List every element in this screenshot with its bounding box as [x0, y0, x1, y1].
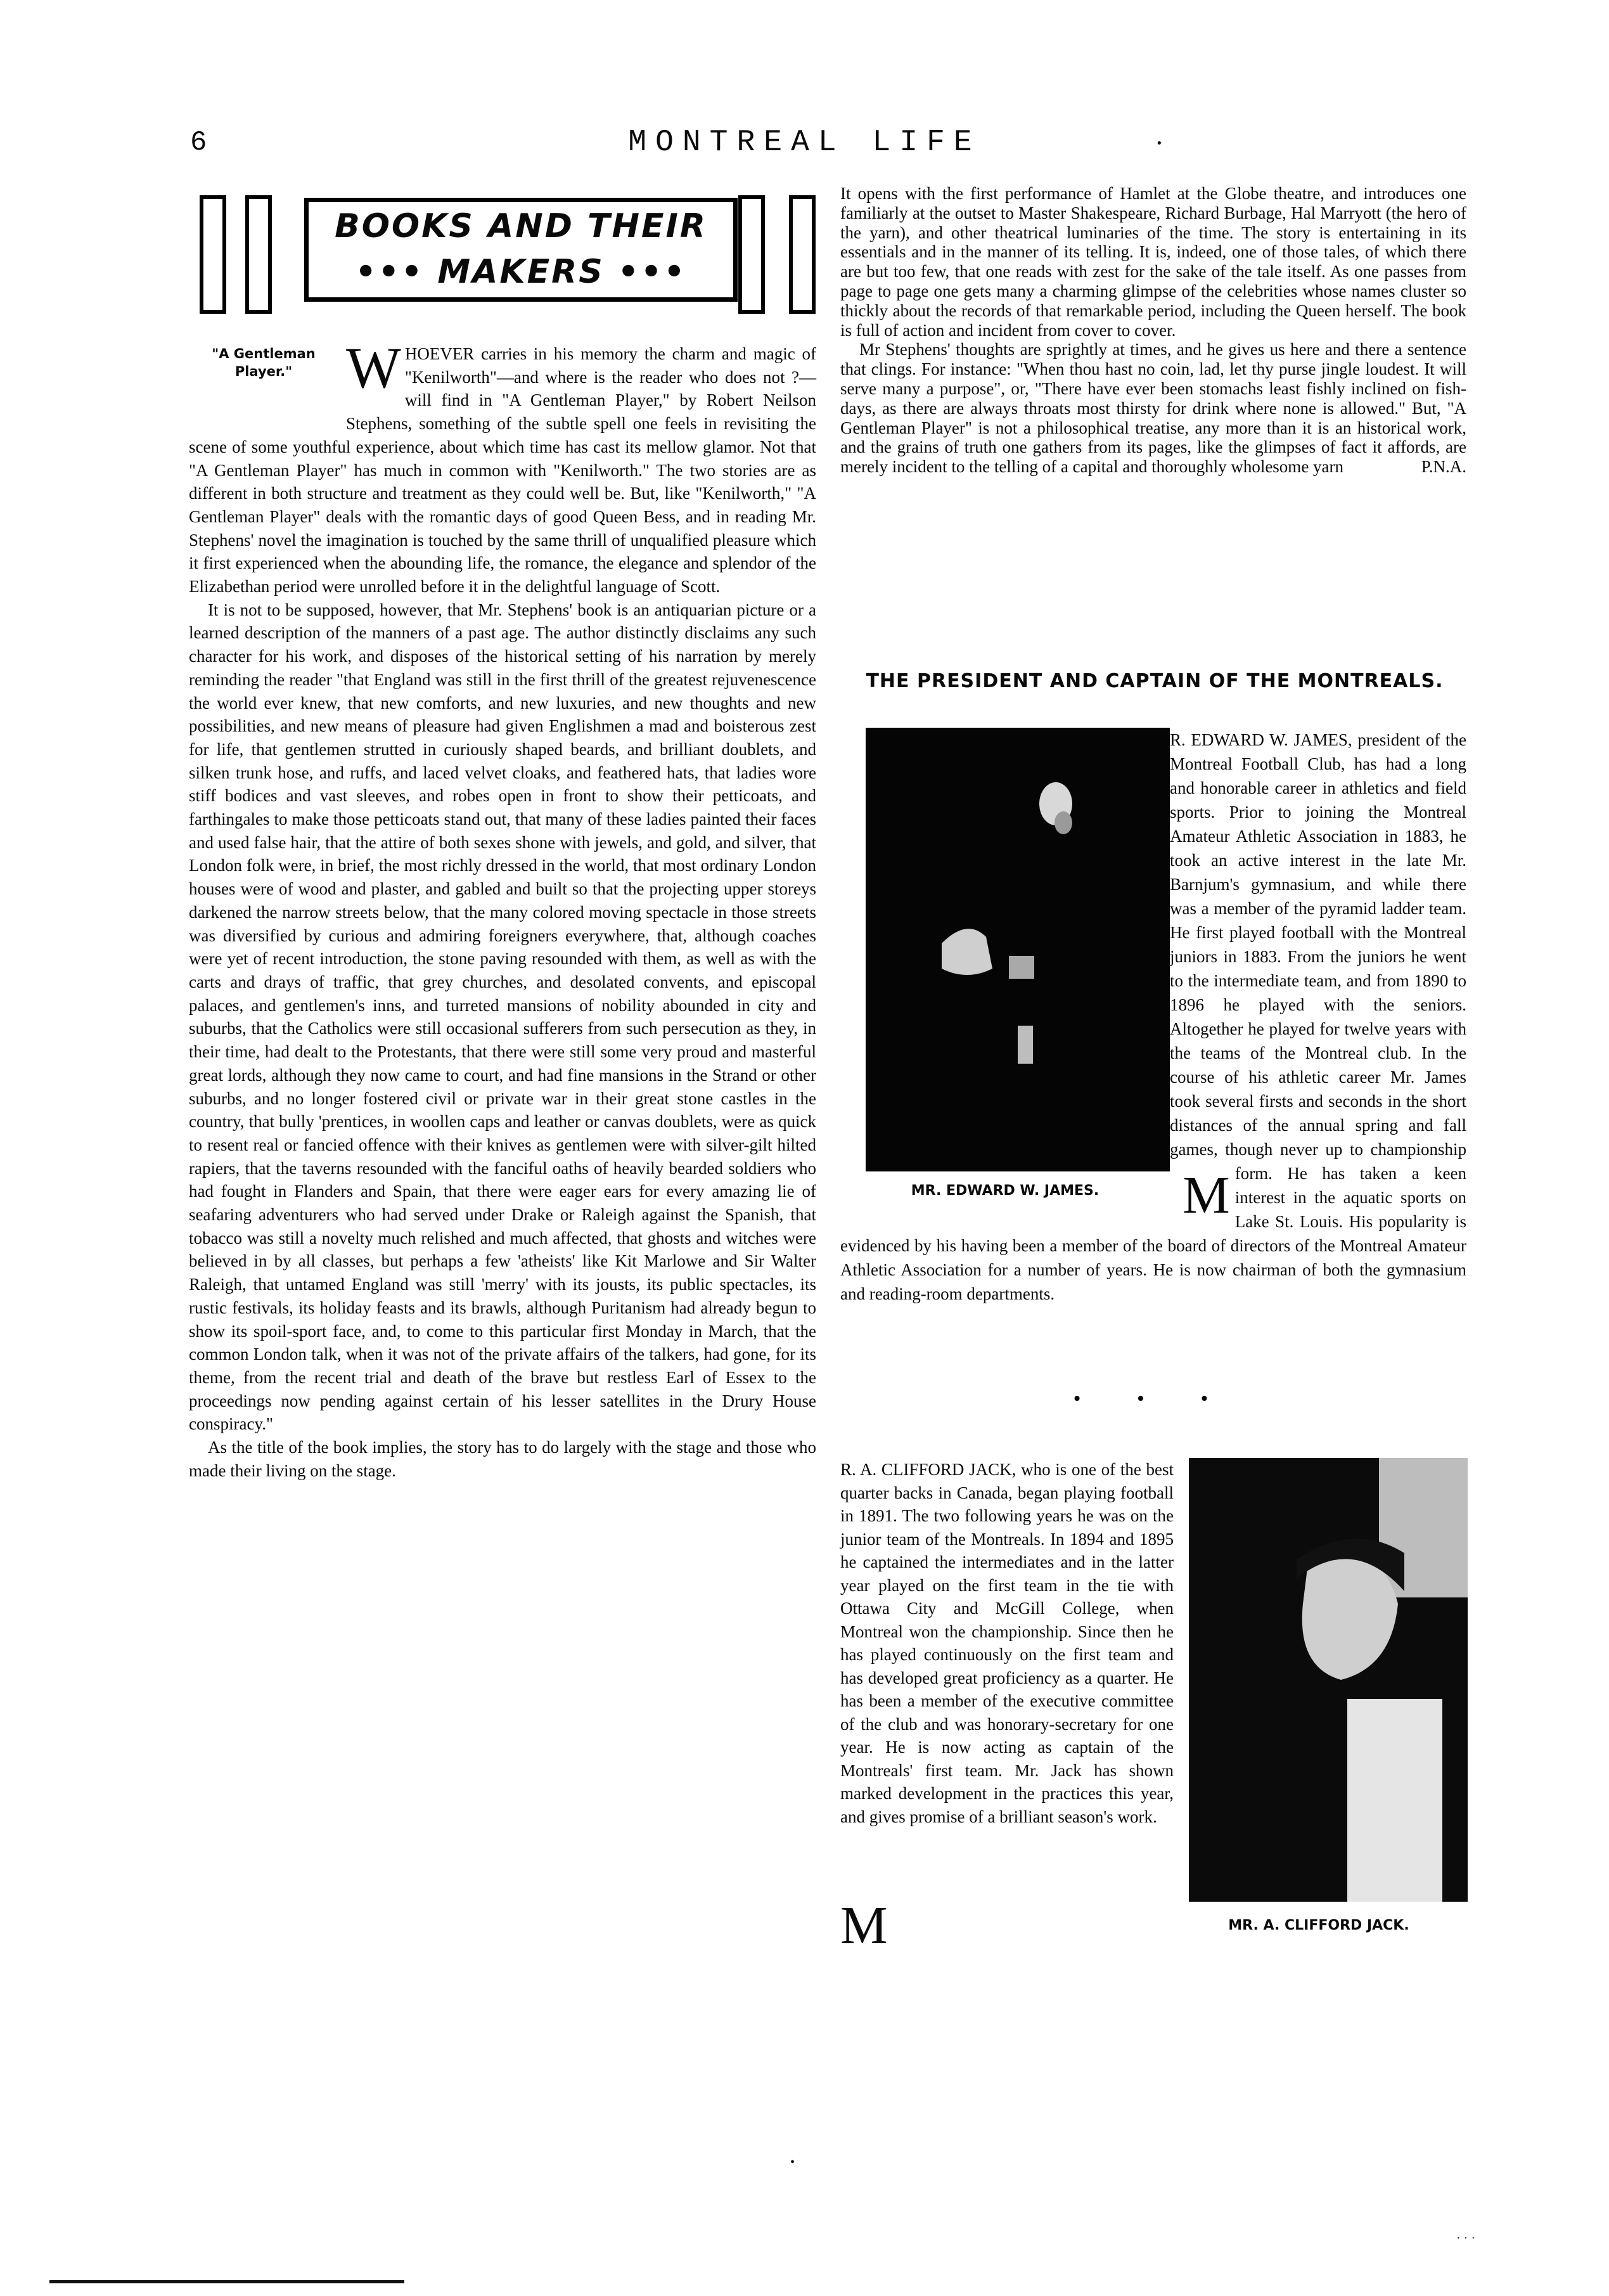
- review-sidenote: "A Gentleman Player.": [212, 346, 316, 379]
- book-review-column: [189, 335, 816, 1482]
- review-paragraph-3: As the title of the book implies, the story has to do largely with the stage and those who made their living on the stage.: [189, 1438, 816, 1480]
- jack-body: R. A. CLIFFORD JACK, who is one of the best quarter backs in Canada, began playing football in 1891. The two following years he was on the junior team of the Montreals. In 1894 and 1895 he captained the intermediates and in the latter year played on the first team in the tie with Ottawa City and McGill College, when Montreal won the championship. Since then he has played continuously on the first team and has developed great proficiency as a quarter. He has been a member of the executive committee of the club and was honorary-secretary for one year. He is now acting as captain of the Montreals' first team. Mr. Jack has shown marked development in the practices this year, and gives promise of a brilliant season's work.: [840, 1460, 1174, 1826]
- page-edge-mark: [49, 2280, 404, 2283]
- jack-photo: [1189, 1458, 1468, 1902]
- header-mark: ·: [1155, 127, 1164, 158]
- review-drop-cap: W: [346, 335, 401, 400]
- james-drop-cap: M: [1183, 1166, 1230, 1225]
- james-caption: MR. EDWARD W. JAMES.: [911, 1183, 1099, 1199]
- speck: · · ·: [1456, 2231, 1475, 2245]
- montreals-heading: THE PRESIDENT AND CAPTAIN OF THE MONTREALS.: [866, 670, 1444, 692]
- magazine-title: MONTREAL LIFE: [628, 126, 981, 160]
- review-paragraph-2: It is not to be supposed, however, that Mr. Stephens' book is an antiquarian picture or a learned description of the manners of a past age. The author distinctly disclaims any such character for his work, and disposes of the historical setting of his narration by merely reminding the reader "that England was still in the first thrill of the greatest rejuvenescence the world ever knew, that new comforts, and new luxuries, and new thoughts and new possibilities, and new means of pleasure had given Englishmen a mad and boisterous zest for life, that gentlemen strutted in curiously shaped beards, and brilliant doublets, and silken trunk hose, and ruffs, and laced velvet cloaks, and feathered hats, that ladies wore stiff bodices and vast sleeves, and robes open in front to show their petticoats, and farthingales to make those petticoats stand out, that many of these ladies painted their faces and used false hair, that the attire of both sexes shone with jewels, and gold, and silver, that London folk were, in brief, the most richly dressed in the world, that most ordinary London houses were of wood and plaster, and gabled and built so that the projecting upper storeys darkened the narrow streets below, that the many colored moving spectacle in those streets was diversified by curious and admiring foreigners everywhere, that, although coaches were yet of recent introduction, the stone paving resounded with them, as well as with the carts and drays of traffic, that grey churches, and desolated convents, and episcopal palaces, and gentlemen's inns, and turreted mansions of nobility abounded in city and suburbs, that the Catholics were still occasional sufferers from such persecution as they, in their time, had dealt to the Protestants, that there were still some very proud and masterful great lords, although they now came to court, and had fine mansions in the Strand or other suburbs, and no longer fostered civil or private war in their great stone castles in the country, that bully 'prentices, in woollen caps and leather or canvas doublets, were as quick to resent real or fancied offence with their knives as gentlemen were with silver-gilt hilted rapiers, that the taverns resounded with the fanciful oaths of heavily bearded soldiers who had fought in Flanders and Spain, that there were eager ears for every amazing lie of seafaring adventurers who had served under Drake or Raleigh against the Spanish, that tobacco was still a novelty much relished and much affected, that ghosts and witches were believed in by all classes, but perhaps a few 'atheists' like Kit Marlowe and Sir Walter Raleigh, that untamed England was still 'merry' with its jousts, its public spectacles, its rustic festivals, its holiday feasts and its brawls, although Puritanism had already begun to show its spoil-sport face, and, to come to this particular first Monday in March, that the common London talk, when it was not of the private affairs of the talkers, had gone, for its theme, from the recent trial and death of the brave but restless Earl of Essex to the proceedings now pending against certain of his lesser satellites in the Drury House conspiracy.": [189, 600, 816, 1434]
- jack-drop-cap: M: [840, 1896, 888, 1955]
- review-paragraph-4: It opens with the first performance of Hamlet at the Globe theatre, and introduces one familiarly at the outset to Master Shakespeare, Richard Burbage, Hal Marryott (the hero of the yarn), and other theatrical luminaries of the time. The story is entertaining in its essentials and in the manner of its telling. It is, indeed, one of those tales, of which there are but too few, that one reads with zest for the sake of the tale itself. As one passes from page to page one gets many a charming glimpse of the celebrities whose names cluster so thickly about the records of that remarkable period, including the Queen herself. The book is full of action and incident from cover to cover.: [840, 184, 1466, 340]
- speck: •: [790, 2155, 795, 2169]
- review-opening-text: HOEVER carries in his memory the charm and magic of "Kenilworth"—and where is the reader who does not ?—will find in "A Gentleman Player," by Robert Neilson Stephens, something of the subtle spell one feels in revisiting the scene of some youthful experience, about which time has cast its mellow glamor. Not that "A Gentleman Player" has much in common with "Kenilworth." The two stories are as different in both structure and treatment as they could well be. But, like "Kenilworth," "A Gentleman Player" deals with the romantic days of good Queen Bess, and in reading Mr. Stephens' novel the imagination is touched by the same thrill of unqualified pleasure which it first experienced when the abounding life, the romance, the elegance and splendor of the Elizabethan period were unrolled before it in the delightful language of Scott.: [189, 344, 816, 597]
- review-paragraph-5: [840, 340, 1466, 477]
- james-photo-figure: [866, 728, 1170, 1171]
- jack-caption: MR. A. CLIFFORD JACK.: [1228, 1918, 1409, 1933]
- jack-photo-figure: [1189, 1458, 1468, 1902]
- banner-left-post: [200, 195, 226, 314]
- james-body: R. EDWARD W. JAMES, president of the Montreal Football Club, has had a long and honorable career in athletics and field sports. Prior to joining the Montreal Amateur Athletic Association in 1883, he took an active interest in the late Mr. Barnjum's gymnasium, and while there was a member of the pyramid ladder team. He first played football with the Montreal juniors in 1883. From the juniors he went to the intermediate team, and from 1890 to 1896 he played with the seniors. Altogether he played for twelve years with the teams of the Montreal club. In the course of his athletic career Mr. James took several firsts and seconds in the short distances of the annual spring and fall games, though never up to championship form. He has taken a keen interest in the aquatic sports on Lake St. Louis. His popularity is evidenced by his having been a member of the board of directors of the Montreal Amateur Athletic Association for a number of years. He is now chairman of both the gymnasium and reading-room departments.: [840, 730, 1466, 1303]
- page-number: 6: [190, 127, 207, 158]
- banner-line-1: BOOKS AND THEIR: [335, 207, 707, 245]
- books-banner: [200, 195, 833, 306]
- section-separator: • • •: [1073, 1387, 1234, 1410]
- banner-line-2: ••• MAKERS •••: [355, 253, 687, 291]
- jack-article: [840, 1458, 1468, 1955]
- review-paragraph-1: [189, 335, 816, 598]
- banner-board: [304, 198, 738, 302]
- banner-left-post-inner: [245, 195, 272, 314]
- review-signature: P.N.A.: [1421, 457, 1466, 477]
- banner-right-post-inner: [738, 195, 765, 314]
- james-photo: [866, 728, 1170, 1171]
- banner-right-post: [789, 195, 816, 314]
- review-paragraph-5-text: Mr Stephens' thoughts are sprightly at times, and he gives us here and there a sentence that clings. For instance: "When thou hast no coin, lad, let thy purse jingle loudest. It will serve many a purpose", or, "There have ever been stomachs least fishly inclined on fish-days, as there are always throats most thirsty for drink where none is allowed." But, "A Gentleman Player" is not a philosophical treatise, any more than it is an historical work, and the grains of truth one gathers from its pages, like the glimpses of fact it affords, are merely incident to the telling of a capital and thoroughly wholesome yarn: [840, 340, 1466, 477]
- james-article: [840, 728, 1466, 1306]
- review-continued-column: [840, 184, 1466, 477]
